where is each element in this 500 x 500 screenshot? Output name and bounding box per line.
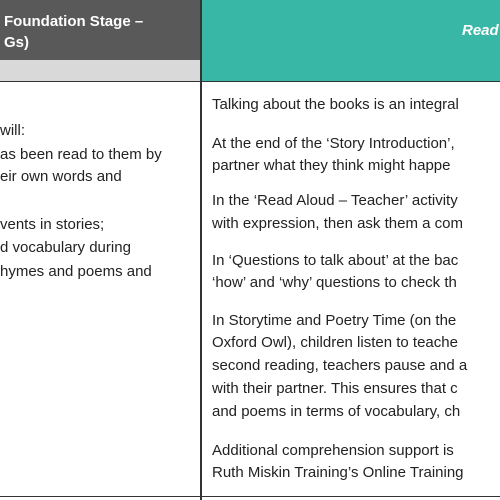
left-body-line: hymes and poems and: [0, 263, 152, 280]
right-body-line: In Storytime and Poetry Time (on the: [212, 312, 457, 329]
right-body-line: Oxford Owl), children listen to teache: [212, 334, 458, 351]
column-divider: [200, 0, 202, 500]
left-body-line: d vocabulary during: [0, 239, 131, 256]
left-header-line-1: Foundation Stage –: [4, 13, 144, 30]
right-body-line: At the end of the ‘Story Introduction’,: [212, 135, 455, 152]
left-header-line-2: Gs): [4, 34, 30, 51]
left-column-subheader: [0, 60, 201, 81]
right-body-line: Additional comprehension support is: [212, 442, 454, 459]
left-column-header: [0, 0, 201, 60]
right-body-line: In ‘Questions to talk about’ at the bac: [212, 252, 459, 269]
right-column-header: [201, 0, 500, 81]
right-body-line: second reading, teachers pause and a: [212, 357, 468, 374]
right-body-line: In the ‘Read Aloud – Teacher’ activity: [212, 192, 458, 209]
right-body-line: ‘how’ and ‘why’ questions to check th: [212, 274, 457, 291]
right-body-line: with expression, then ask them a com: [212, 215, 463, 232]
right-body-line: partner what they think might happe: [212, 157, 451, 174]
right-body-line: and poems in terms of vocabulary, ch: [212, 403, 461, 420]
row-divider: [0, 496, 500, 497]
left-body-line: eir own words and: [0, 168, 122, 185]
right-body-line: Talking about the books is an integral: [212, 96, 459, 113]
right-body-line: with their partner. This ensures that c: [212, 380, 458, 397]
header-divider: [0, 81, 500, 82]
left-body-line: will:: [0, 122, 25, 139]
left-body-line: as been read to them by: [0, 146, 162, 163]
right-body-line: Ruth Miskin Training’s Online Training: [212, 464, 464, 481]
left-body-line: vents in stories;: [0, 216, 105, 233]
right-header-title: Read: [462, 22, 499, 39]
